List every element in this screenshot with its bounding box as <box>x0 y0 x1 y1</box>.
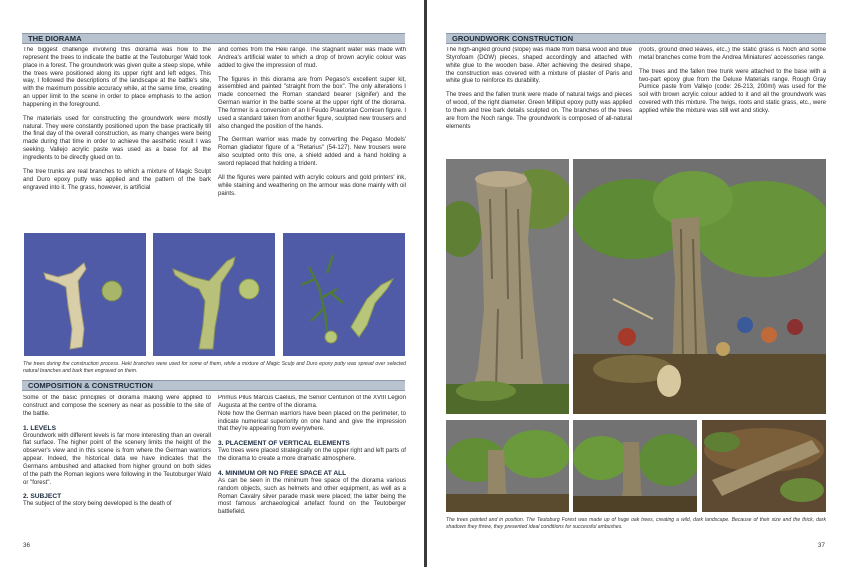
paragraph: The biggest challenge involving this diorama was how to the represent the trees to indicate the battle at the Teutoburger Wald took place in a forest. The groundwork was given quite a steep slope, while the trees were positioned along its upper right and left edges. This way, I followed the descriptions of the landscape at the battle's site, with the maximum possible accuracy while, at the same time, creating an upper limit to the scene in order to place emphasis to the action happening in the foreground. <box>23 47 211 108</box>
right-col2-text <box>639 47 826 155</box>
section-header-composition <box>22 380 405 391</box>
paragraph: As can be seen in the minimum free space of the diorama various random objects, such as helmets and other equipment, as well as a Roman Cavalry silver parade mask were placed; the latter being the most famous archaeological artefact found on the Teutoberger battlefield. <box>218 477 406 516</box>
left-col2-lower-text <box>218 395 406 536</box>
subheading: 3. PLACEMENT OF VERTICAL ELEMENTS <box>218 440 350 448</box>
subheading: 2. SUBJECT <box>23 493 62 501</box>
photo-caption: The trees painted and in position. The Teutoburg Forest was made up of huge oak trees, creating a wild, dark landscape. Because of their size and the thick, dark shadows they threw, they presented ideal conditions for successful ambushes. <box>446 517 826 530</box>
right-col1-text <box>446 47 632 155</box>
branch-2-image <box>153 233 275 356</box>
paragraph: The trees and the fallen tree trunk were attached to the base with a two-part epoxy glue from the Deluxe Materials range. Rough Gray Pumice paste from Vallejo (code: 26-213, 200ml) was used for the soil with brown acrylic colour added to it and all the groundwork was covered with this mixture. The twigs, roots and static grass, etc., were applied while the mixture was still wet and sticky. <box>639 68 826 114</box>
subheading: 4. MINIMUM OR NO FREE SPACE AT ALL <box>218 469 347 477</box>
left-col2-text <box>218 47 406 229</box>
left-col1-text <box>23 47 211 229</box>
diorama-scene-image <box>573 159 826 414</box>
section-title: COMPOSITION & CONSTRUCTION <box>28 381 153 390</box>
page-number: 36 <box>23 542 30 549</box>
left-page <box>0 0 424 567</box>
page-number: 37 <box>818 542 825 549</box>
paragraph: and comes from the Heki range. The stagnant water was made with Andrea's artificial water to which a drop of brown acrylic colour was added to give the impression of mud. <box>218 47 406 69</box>
photo-branch-1 <box>24 233 146 356</box>
paragraph: Note how the German warriors have been placed on the perimeter, to indicate numerical superiority on one hand and give the impression that they're appearing from everywhere. <box>218 410 406 433</box>
paragraph: All the figures were painted with acrylic colours and gold printers' ink, while staining and weathering on the armour was done mainly with oil paints. <box>218 174 406 197</box>
paragraph: The high-angled ground (slope) was made from balsa wood and blue Styrofoam (DOW) pieces, shaped accordingly and attached with white glue to the wooden base. After achieving the desired shape, the construction was covered with a mixture of plaster of Paris and white glue to reinforce its durability. <box>446 47 632 85</box>
tree-small-2-image <box>573 420 697 512</box>
paragraph: The materials used for constructing the groundwork were mostly natural. They were constantly positioned upon the base practically till the final day of the overall construction, as many changes were being made during that time in order to achieve the aesthetic result I was seeking. Vallejo acrylic paste was used as a base for all the ingredients to be directly glued on to. <box>23 115 211 161</box>
section-title: GROUNDWORK CONSTRUCTION <box>452 34 574 43</box>
branch-3-image <box>283 233 405 356</box>
left-col1-lower-text <box>23 395 211 536</box>
photo-caption: The trees during the construction process. Heki branches were used for some of them, while a mixture of Magic Sculp and Duro epoxy putty was spread over selected natural branches and bark then engraved on them. <box>23 361 406 374</box>
tree-trunk-image <box>446 159 569 414</box>
paragraph: Two trees were placed strategically on the upper right and left parts of the diorama to create a more dramatic atmosphere. <box>218 448 406 463</box>
branch-1-image <box>24 233 146 356</box>
section-header-groundwork <box>446 33 826 44</box>
paragraph: Primus Pilus Marcus Caelius, the Senior Centurion of the XVIII Legion Augusta at the centre of the diorama. <box>218 395 406 409</box>
photo-tree-small-2 <box>573 420 697 512</box>
paragraph: (roots, ground dried leaves, etc.,) the static grass is Noch and some metal branches come from the Andrea Miniatures' accessories range. <box>639 47 826 61</box>
paragraph: The German warrior was made by converting the Pegaso Models' Roman gladiator figure of a "Retarius" (54-127). New trousers were also sculpted onto this one, a shield added and a hand holding a sword replaced that holding a trident. <box>218 137 406 167</box>
paragraph: Some of the basic principles of diorama making were applied to construct and compose the scenery as near as possible to the site of the battle. <box>23 395 211 417</box>
section-header-diorama <box>22 33 405 44</box>
paragraph: The figures in this diorama are from Pegaso's excellent super kit, assembled and painted "straight from the box". The only alterations I made concerned the Roman standard bearer (signifer) and the German warrior in the battle scene at the upper right of the diorama. The former is a conversion of an Il Feudo Praetorian Cornicen figure. I used a standard taken from another figure, sculpted new trousers and also changed the position of the hands. <box>218 76 406 130</box>
paragraph: The subject of the story being developed is the death of <box>23 501 172 508</box>
paragraph: The trees and the fallen trunk were made of natural twigs and pieces of wood, of the right diameter. Green Milliput epoxy putty was applied to them and tree bark details sculpted on. The branches of the trees are from the Noch range. The groundwork is composed of all-natural elements <box>446 92 632 130</box>
section-title: THE DIORAMA <box>28 34 82 43</box>
tree-small-1-image <box>446 420 569 512</box>
photo-tree-trunk <box>446 159 569 414</box>
photo-fallen-trunk <box>702 420 826 512</box>
photo-branch-3 <box>283 233 405 356</box>
fallen-trunk-image <box>702 420 826 512</box>
photo-tree-small-1 <box>446 420 569 512</box>
photo-branch-2 <box>153 233 275 356</box>
paragraph: The tree trunks are real branches to which a mixture of Magic Sculpt and Duro epoxy putty was applied and the pattern of the bark engraved into it. The grass, however, is artificial <box>23 168 211 191</box>
subheading: 1. LEVELS <box>23 424 56 432</box>
photo-diorama-scene <box>573 159 826 414</box>
paragraph: Groundwork with different levels is far more interesting than an overall flat surface. The higher point of the scenery limits the height of the observer's view and in this scene is from where the German warriors appear. Indeed, the historical data we have indicates that the Germans ambushed and attacked from higher ground on both sides of the path the Roman legions were following in the Teutoburger Wald or "forest". <box>23 432 211 486</box>
right-page <box>427 0 850 567</box>
